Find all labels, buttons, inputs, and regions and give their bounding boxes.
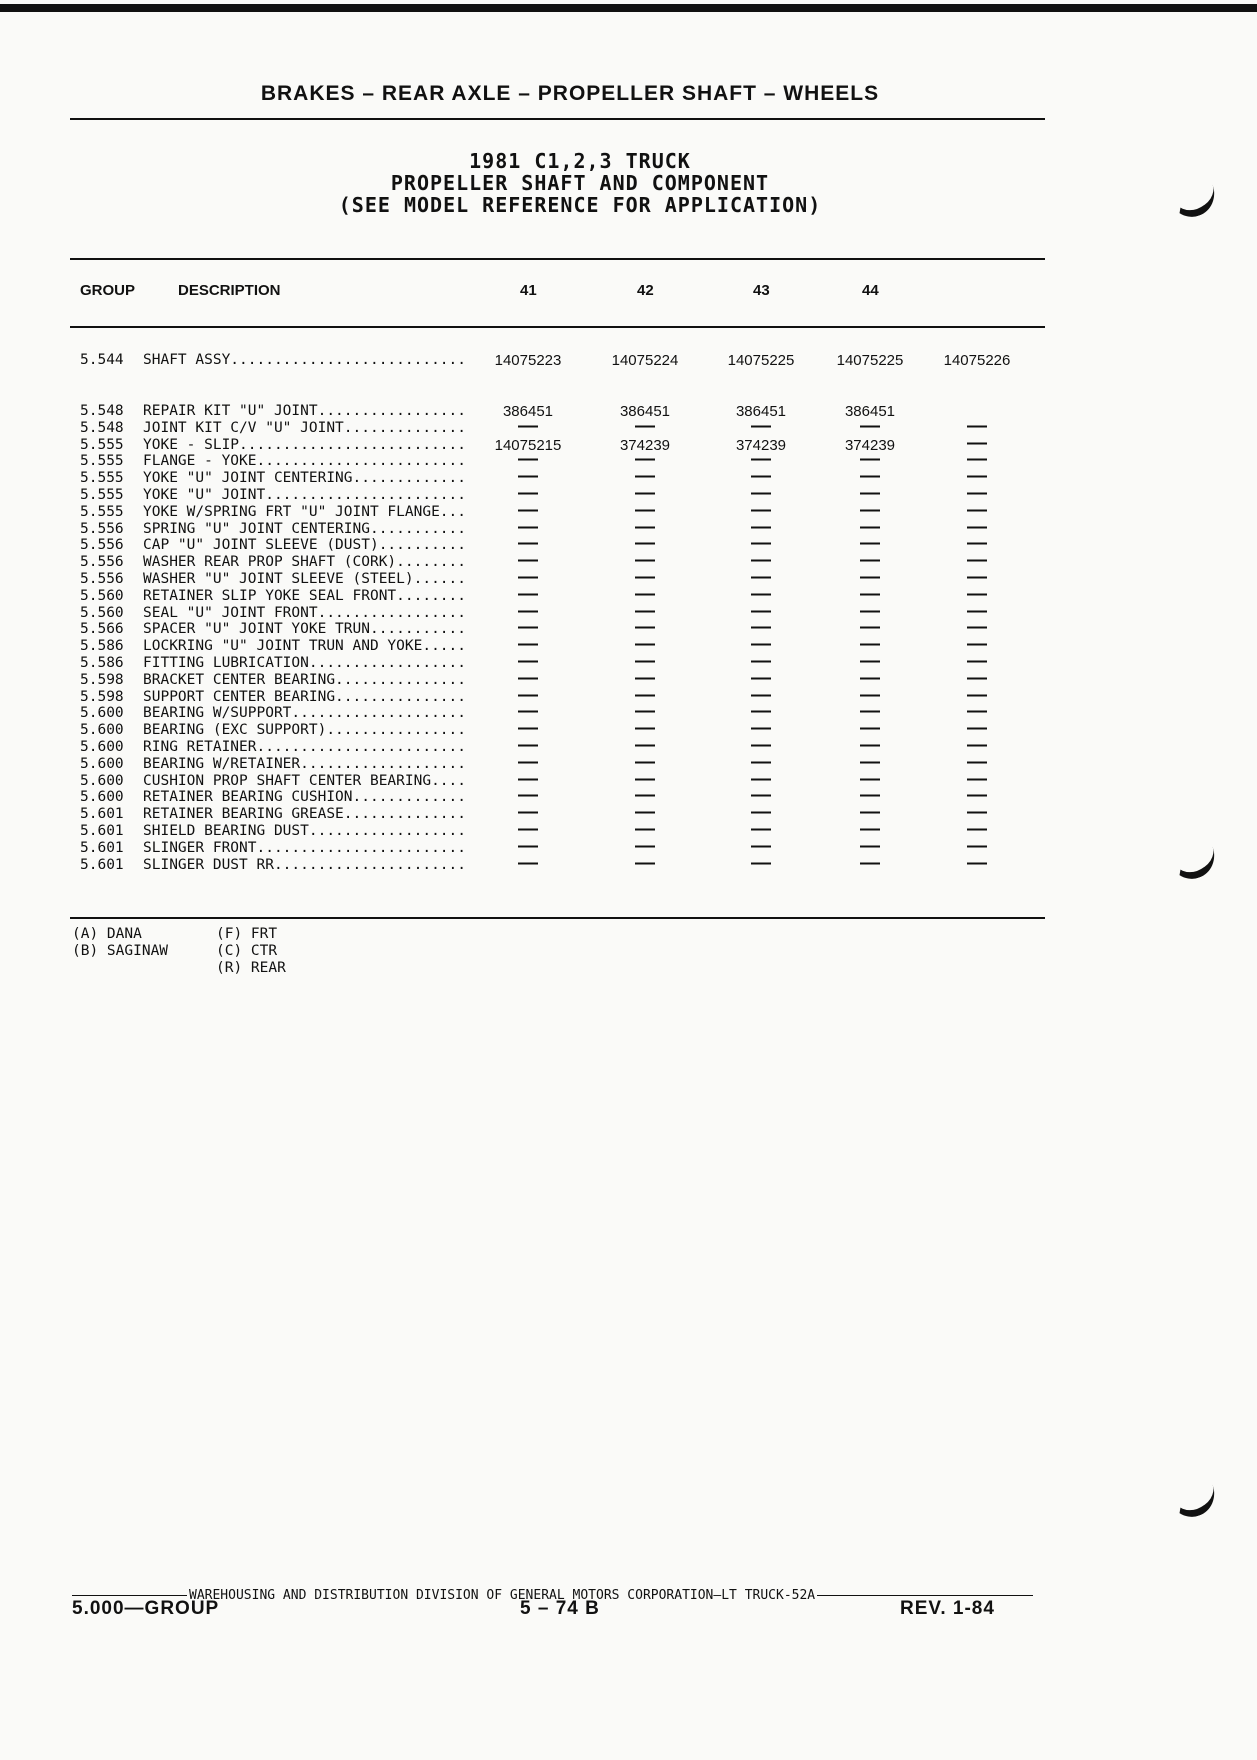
footer-revision: REV. 1-84 bbox=[900, 1598, 995, 1619]
table-row bbox=[0, 851, 1257, 874]
row-value: — bbox=[751, 734, 771, 756]
row-value: — bbox=[860, 750, 880, 773]
legend-right bbox=[216, 926, 286, 977]
page-header-title: BRAKES – REAR AXLE – PROPELLER SHAFT – WHEELS bbox=[260, 82, 880, 105]
row-description: CAP "U" JOINT SLEEVE (DUST).......... bbox=[143, 537, 467, 554]
row-value: — bbox=[967, 498, 987, 521]
row-group: 5.555 bbox=[80, 470, 124, 487]
table-row bbox=[0, 414, 1257, 437]
row-value: — bbox=[635, 818, 655, 840]
row-value: — bbox=[967, 431, 987, 454]
row-value: — bbox=[635, 633, 655, 656]
row-value: — bbox=[751, 599, 771, 622]
row-group: 5.600 bbox=[80, 705, 124, 722]
subtitle-line-2: PROPELLER SHAFT AND COMPONENT bbox=[390, 171, 770, 195]
binder-hole-mark bbox=[1161, 1462, 1221, 1524]
row-value: — bbox=[518, 465, 538, 488]
row-value: — bbox=[518, 767, 538, 790]
row-value: — bbox=[967, 650, 987, 672]
row-value: — bbox=[518, 734, 538, 756]
row-value: — bbox=[860, 465, 880, 488]
row-value: — bbox=[860, 582, 880, 605]
row-value: — bbox=[751, 465, 771, 488]
row-value: — bbox=[635, 801, 655, 824]
row-value: 14075225 bbox=[727, 352, 795, 369]
table-top-rule bbox=[70, 258, 1045, 260]
row-description: RETAINER SLIP YOKE SEAL FRONT........ bbox=[143, 587, 467, 604]
row-group: 5.548 bbox=[80, 403, 124, 419]
row-description: YOKE - SLIP.......................... bbox=[143, 436, 467, 453]
row-group: 5.600 bbox=[80, 722, 124, 739]
row-value: — bbox=[751, 683, 771, 706]
row-value: — bbox=[518, 498, 538, 521]
row-description: WASHER "U" JOINT SLEEVE (STEEL)...... bbox=[143, 571, 467, 587]
row-value: — bbox=[518, 532, 538, 555]
row-value: — bbox=[635, 784, 655, 807]
row-value: 14075224 bbox=[611, 352, 679, 369]
row-value: — bbox=[635, 549, 655, 572]
legend-item: (F) FRT bbox=[216, 926, 278, 942]
row-value: — bbox=[518, 582, 538, 605]
row-value: — bbox=[860, 414, 880, 437]
row-group: 5.600 bbox=[80, 789, 124, 806]
row-value: — bbox=[635, 834, 655, 857]
row-value: — bbox=[967, 448, 987, 471]
row-value: — bbox=[967, 767, 987, 790]
row-value: — bbox=[635, 482, 655, 504]
row-description: FLANGE - YOKE........................ bbox=[143, 453, 467, 470]
row-value: — bbox=[635, 582, 655, 605]
row-group: 5.600 bbox=[80, 755, 124, 772]
row-value: — bbox=[860, 734, 880, 756]
row-value: — bbox=[635, 851, 655, 874]
row-value: — bbox=[751, 566, 771, 588]
row-value: — bbox=[967, 683, 987, 706]
row-value: — bbox=[518, 801, 538, 824]
row-value: — bbox=[518, 414, 538, 437]
row-value: — bbox=[860, 784, 880, 807]
row-value: — bbox=[967, 633, 987, 656]
row-value: — bbox=[518, 549, 538, 572]
row-value: — bbox=[860, 851, 880, 874]
table-row bbox=[0, 352, 1257, 369]
row-value: 386451 bbox=[735, 403, 787, 420]
row-value: — bbox=[967, 414, 987, 437]
row-group: 5.556 bbox=[80, 537, 124, 554]
column-header-42: 42 bbox=[637, 282, 654, 299]
row-value: — bbox=[751, 717, 771, 740]
row-value: — bbox=[635, 498, 655, 521]
row-value: — bbox=[635, 767, 655, 790]
row-value: — bbox=[967, 599, 987, 622]
row-value: — bbox=[860, 818, 880, 840]
row-value: — bbox=[751, 633, 771, 656]
legend-item: (C) CTR bbox=[216, 943, 278, 959]
row-value: — bbox=[751, 834, 771, 857]
row-description: SPACER "U" JOINT YOKE TRUN........... bbox=[143, 621, 467, 638]
row-group: 5.548 bbox=[80, 419, 124, 436]
row-group: 5.601 bbox=[80, 806, 124, 823]
row-value: — bbox=[860, 700, 880, 723]
row-value: — bbox=[860, 616, 880, 639]
row-value: — bbox=[751, 666, 771, 689]
row-group: 5.601 bbox=[80, 856, 124, 873]
row-value: — bbox=[860, 683, 880, 706]
row-group: 5.566 bbox=[80, 621, 124, 638]
row-group: 5.555 bbox=[80, 436, 124, 453]
row-value: — bbox=[967, 851, 987, 874]
row-value: — bbox=[860, 717, 880, 740]
row-value: — bbox=[635, 616, 655, 639]
row-value: — bbox=[518, 448, 538, 471]
row-value: — bbox=[635, 465, 655, 488]
row-group: 5.586 bbox=[80, 655, 124, 671]
row-value: — bbox=[635, 599, 655, 622]
row-value: — bbox=[860, 549, 880, 572]
row-value: — bbox=[518, 851, 538, 874]
row-value: — bbox=[967, 818, 987, 840]
subtitle-line-1: 1981 C1,2,3 TRUCK bbox=[469, 149, 691, 173]
row-value: — bbox=[635, 717, 655, 740]
table-bottom-rule bbox=[70, 917, 1045, 919]
row-value: — bbox=[967, 734, 987, 756]
row-description: CUSHION PROP SHAFT CENTER BEARING.... bbox=[143, 772, 467, 789]
row-value: — bbox=[967, 801, 987, 824]
row-group: 5.555 bbox=[80, 453, 124, 470]
row-group: 5.544 bbox=[80, 352, 124, 368]
row-value: — bbox=[635, 750, 655, 773]
row-value: — bbox=[860, 515, 880, 538]
row-value: — bbox=[860, 633, 880, 656]
row-value: 374239 bbox=[844, 436, 896, 454]
legend-item: (R) REAR bbox=[216, 960, 286, 976]
row-value: — bbox=[860, 498, 880, 521]
row-description: YOKE W/SPRING FRT "U" JOINT FLANGE... bbox=[143, 503, 467, 520]
row-value: — bbox=[518, 683, 538, 706]
column-header-group: GROUP bbox=[80, 282, 136, 299]
row-description: BEARING (EXC SUPPORT)................ bbox=[143, 722, 467, 739]
row-value: — bbox=[518, 566, 538, 588]
row-description: RETAINER BEARING GREASE.............. bbox=[143, 806, 467, 823]
row-description: SUPPORT CENTER BEARING............... bbox=[143, 688, 467, 705]
footer-group: 5.000—GROUP bbox=[72, 1598, 220, 1619]
row-value: 14075226 bbox=[943, 352, 1011, 369]
row-value: — bbox=[518, 599, 538, 622]
row-value: — bbox=[967, 834, 987, 857]
row-value: — bbox=[967, 717, 987, 740]
row-value: — bbox=[967, 566, 987, 588]
row-value: — bbox=[518, 633, 538, 656]
row-value: — bbox=[967, 784, 987, 807]
row-value: — bbox=[635, 515, 655, 538]
row-description: SHIELD BEARING DUST.................. bbox=[143, 823, 467, 839]
row-group: 5.586 bbox=[80, 638, 124, 655]
row-description: BRACKET CENTER BEARING............... bbox=[143, 671, 467, 688]
legend-item: (B) SAGINAW bbox=[72, 943, 169, 959]
row-value: — bbox=[967, 465, 987, 488]
row-description: YOKE "U" JOINT....................... bbox=[143, 487, 467, 503]
row-description: RETAINER BEARING CUSHION............. bbox=[143, 789, 467, 806]
row-value: — bbox=[518, 818, 538, 840]
row-value: — bbox=[635, 566, 655, 588]
row-value: — bbox=[751, 482, 771, 504]
row-description: SHAFT ASSY........................... bbox=[143, 352, 467, 368]
binder-hole-mark bbox=[1161, 162, 1221, 224]
subtitle-line-3: (SEE MODEL REFERENCE FOR APPLICATION) bbox=[338, 193, 822, 217]
row-value: — bbox=[635, 683, 655, 706]
row-group: 5.601 bbox=[80, 823, 124, 839]
row-value: — bbox=[860, 599, 880, 622]
table-header-rule bbox=[70, 326, 1045, 328]
row-value: — bbox=[751, 532, 771, 555]
row-value: — bbox=[967, 482, 987, 504]
row-value: — bbox=[751, 700, 771, 723]
row-group: 5.600 bbox=[80, 772, 124, 789]
row-group: 5.555 bbox=[80, 487, 124, 503]
legend-left bbox=[72, 926, 168, 960]
row-value: — bbox=[635, 532, 655, 555]
row-value: — bbox=[635, 700, 655, 723]
column-header-41: 41 bbox=[520, 282, 537, 299]
row-value: — bbox=[518, 616, 538, 639]
row-group: 5.556 bbox=[80, 520, 124, 537]
row-value: 14075223 bbox=[494, 352, 562, 369]
row-description: SLINGER FRONT........................ bbox=[143, 839, 467, 856]
row-value: — bbox=[967, 700, 987, 723]
row-value: — bbox=[518, 834, 538, 857]
row-value: 386451 bbox=[619, 403, 671, 420]
row-value: — bbox=[518, 666, 538, 689]
row-value: — bbox=[860, 767, 880, 790]
row-value: — bbox=[751, 616, 771, 639]
row-description: SEAL "U" JOINT FRONT................. bbox=[143, 604, 467, 621]
row-value: — bbox=[967, 666, 987, 689]
row-value: — bbox=[518, 750, 538, 773]
row-value: — bbox=[518, 650, 538, 672]
legend-item: (A) DANA bbox=[72, 926, 142, 942]
row-group: 5.560 bbox=[80, 587, 124, 604]
row-value: — bbox=[751, 851, 771, 874]
row-value: — bbox=[751, 767, 771, 790]
row-description: SPRING "U" JOINT CENTERING........... bbox=[143, 520, 467, 537]
row-value: — bbox=[967, 515, 987, 538]
row-value: — bbox=[751, 515, 771, 538]
row-value: 374239 bbox=[735, 436, 787, 454]
row-description: WASHER REAR PROP SHAFT (CORK)........ bbox=[143, 554, 467, 571]
footer-page-number: 5 – 74 B bbox=[520, 1598, 600, 1619]
row-description: LOCKRING "U" JOINT TRUN AND YOKE..... bbox=[143, 638, 467, 655]
row-value: — bbox=[860, 532, 880, 555]
row-value: — bbox=[751, 650, 771, 672]
row-group: 5.555 bbox=[80, 503, 124, 520]
row-description: FITTING LUBRICATION.................. bbox=[143, 655, 467, 671]
row-value: — bbox=[635, 448, 655, 471]
row-group: 5.598 bbox=[80, 671, 124, 688]
row-value: — bbox=[751, 818, 771, 840]
row-value: — bbox=[635, 666, 655, 689]
row-value: — bbox=[635, 734, 655, 756]
row-value: — bbox=[860, 650, 880, 672]
row-value: — bbox=[860, 666, 880, 689]
row-value: — bbox=[518, 515, 538, 538]
row-value: 386451 bbox=[844, 403, 896, 420]
row-value: — bbox=[967, 549, 987, 572]
row-value: — bbox=[518, 717, 538, 740]
row-value: — bbox=[518, 700, 538, 723]
row-value: — bbox=[751, 750, 771, 773]
row-value: — bbox=[518, 482, 538, 504]
row-description: YOKE "U" JOINT CENTERING............. bbox=[143, 470, 467, 487]
row-value: — bbox=[967, 532, 987, 555]
row-group: 5.560 bbox=[80, 604, 124, 621]
row-value: 14075225 bbox=[836, 352, 904, 369]
row-group: 5.600 bbox=[80, 739, 124, 755]
row-description: RING RETAINER........................ bbox=[143, 739, 467, 755]
column-header-description: DESCRIPTION bbox=[178, 282, 281, 299]
header-rule bbox=[70, 118, 1045, 120]
row-value: — bbox=[751, 498, 771, 521]
row-group: 5.556 bbox=[80, 571, 124, 587]
row-value: — bbox=[518, 784, 538, 807]
row-value: — bbox=[635, 414, 655, 437]
column-header-44: 44 bbox=[862, 282, 879, 299]
row-description: SLINGER DUST RR...................... bbox=[143, 856, 467, 873]
row-description: JOINT KIT C/V "U" JOINT.............. bbox=[143, 419, 467, 436]
row-value: — bbox=[635, 650, 655, 672]
row-value: — bbox=[751, 801, 771, 824]
row-group: 5.601 bbox=[80, 839, 124, 856]
row-group: 5.556 bbox=[80, 554, 124, 571]
row-value: — bbox=[860, 448, 880, 471]
row-value: — bbox=[860, 834, 880, 857]
row-value: — bbox=[860, 482, 880, 504]
row-description: BEARING W/SUPPORT.................... bbox=[143, 705, 467, 722]
row-value: — bbox=[967, 582, 987, 605]
top-border bbox=[0, 4, 1257, 12]
row-value: 386451 bbox=[502, 403, 554, 420]
row-value: — bbox=[751, 582, 771, 605]
row-description: BEARING W/RETAINER................... bbox=[143, 755, 467, 772]
row-value: — bbox=[751, 414, 771, 437]
footer-division-text: WAREHOUSING AND DISTRIBUTION DIVISION OF GENERAL MOTORS CORPORATION—LT TRUCK-52A bbox=[189, 1588, 816, 1603]
row-value: — bbox=[751, 448, 771, 471]
row-value: — bbox=[860, 801, 880, 824]
row-description: REPAIR KIT "U" JOINT................. bbox=[143, 403, 467, 419]
row-value: 14075215 bbox=[494, 436, 562, 454]
row-group: 5.598 bbox=[80, 688, 124, 705]
row-value: — bbox=[751, 549, 771, 572]
row-value: — bbox=[860, 566, 880, 588]
row-value: — bbox=[967, 750, 987, 773]
column-header-43: 43 bbox=[753, 282, 770, 299]
row-value: — bbox=[967, 616, 987, 639]
row-value: — bbox=[751, 784, 771, 807]
row-value: 374239 bbox=[619, 436, 671, 454]
